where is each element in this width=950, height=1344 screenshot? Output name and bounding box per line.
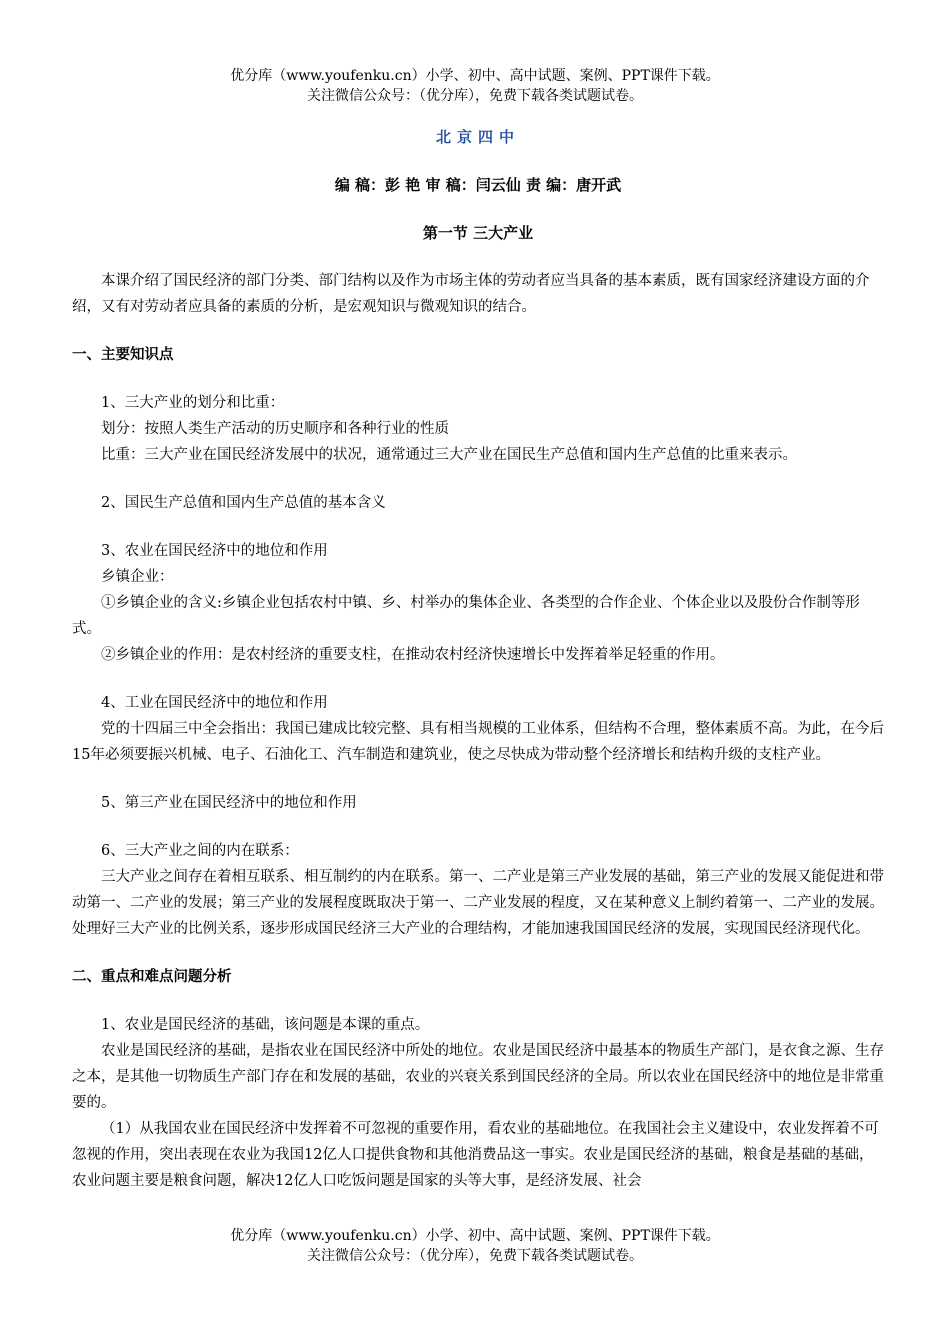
s1-item-1-title: 1、三大产业的划分和比重： [101, 395, 285, 411]
s1-item-4-body: 党的十四届三中全会指出：我国已建成比较完整、具有相当规模的工业体系，但结构不合理，整体素质不高。为此，在今后15年必须要振兴机械、电子、石油化工、汽车制造和建筑业，使之尽快成为带动整个经济增长和结构升级的支柱产业。 [72, 721, 884, 763]
footer-line-1: 优分库（www.youfenku.cn）小学、初中、高中试题、案例、PPT课件下载。 [230, 1228, 720, 1244]
s2-item-1-point-1: （1）从我国农业在国民经济中发挥着不可忽视的重要作用，看农业的基础地位。在我国社会主义建设中，农业发挥着不可忽视的作用，突出表现在农业为我国12亿人口提供食物和其他消费品这一事实。农业是国民经济的基础，粮食是基础的基础，农业问题主要是粮食问题，解决12亿人口吃饭问题是国家的头等大事，是经济发展、社会 [72, 1121, 879, 1189]
s1-item-3-meaning: ①乡镇企业的含义:乡镇企业包括农村中镇、乡、村举办的集体企业、各类型的合作企业、个体企业以及股份合作制等形式。 [72, 595, 860, 637]
section-1-title: 一、主要知识点 [72, 347, 174, 363]
section-2-title: 二、重点和难点问题分析 [72, 969, 232, 985]
s1-item-6-body: 三大产业之间存在着相互联系、相互制约的内在联系。第一、二产业是第三产业发展的基础，第三产业的发展又能促进和带动第一、二产业的发展；第三产业的发展程度既取决于第一、二产业发展的程度，又在某种意义上制约着第一、二产业的发展。处理好三大产业的比例关系，逐步形成国民经济三大产业的合理结构，才能加速我国国民经济的发展，实现国民经济现代化。 [72, 869, 884, 937]
document-body [72, 124, 884, 1194]
header-line-1: 优分库（www.youfenku.cn）小学、初中、高中试题、案例、PPT课件下载。 [230, 68, 720, 84]
intro-paragraph: 本课介绍了国民经济的部门分类、部门结构以及作为市场主体的劳动者应当具备的基本素质，既有国家经济建设方面的介绍，又有对劳动者应具备的素质的分析，是宏观知识与微观知识的结合。 [72, 273, 870, 315]
s1-item-5-title: 5、第三产业在国民经济中的地位和作用 [101, 795, 357, 811]
s1-item-2-title: 2、国民生产总值和国内生产总值的基本含义 [101, 495, 386, 511]
s1-item-4-title: 4、工业在国民经济中的地位和作用 [101, 695, 328, 711]
s1-item-3-title: 3、农业在国民经济中的地位和作用 [101, 543, 328, 559]
s1-item-6-title: 6、三大产业之间的内在联系： [101, 843, 299, 859]
s2-item-1-title: 1、农业是国民经济的基础，该问题是本课的重点。 [101, 1017, 430, 1033]
editor-credits: 编 稿：彭 艳 审 稿：闫云仙 责 编：唐开武 [334, 176, 622, 194]
s1-item-1-division: 划分：按照人类生产活动的历史顺序和各种行业的性质 [101, 421, 449, 437]
lesson-title: 第一节 三大产业 [422, 224, 534, 242]
s1-item-3-role: ②乡镇企业的作用：是农村经济的重要支柱，在推动农村经济快速增长中发挥着举足轻重的作用。 [101, 647, 725, 663]
s1-item-3-township: 乡镇企业： [101, 569, 174, 585]
page-header [0, 66, 950, 106]
footer-line-2: 关注微信公众号：（优分库），免费下载各类试题试卷。 [307, 1248, 643, 1264]
school-name: 北京四中 [435, 128, 520, 146]
s1-item-1-proportion: 比重：三大产业在国民经济发展中的状况，通常通过三大产业在国民生产总值和国内生产总值的比重来表示。 [101, 447, 797, 463]
s2-item-1-body: 农业是国民经济的基础，是指农业在国民经济中所处的地位。农业是国民经济中最基本的物质生产部门，是衣食之源、生存之本，是其他一切物质生产部门存在和发展的基础，农业的兴衰关系到国民经济的全局。所以农业在国民经济中的地位是非常重要的。 [72, 1043, 884, 1111]
page-footer [0, 1226, 950, 1266]
header-line-2: 关注微信公众号：（优分库），免费下载各类试题试卷。 [307, 88, 643, 104]
